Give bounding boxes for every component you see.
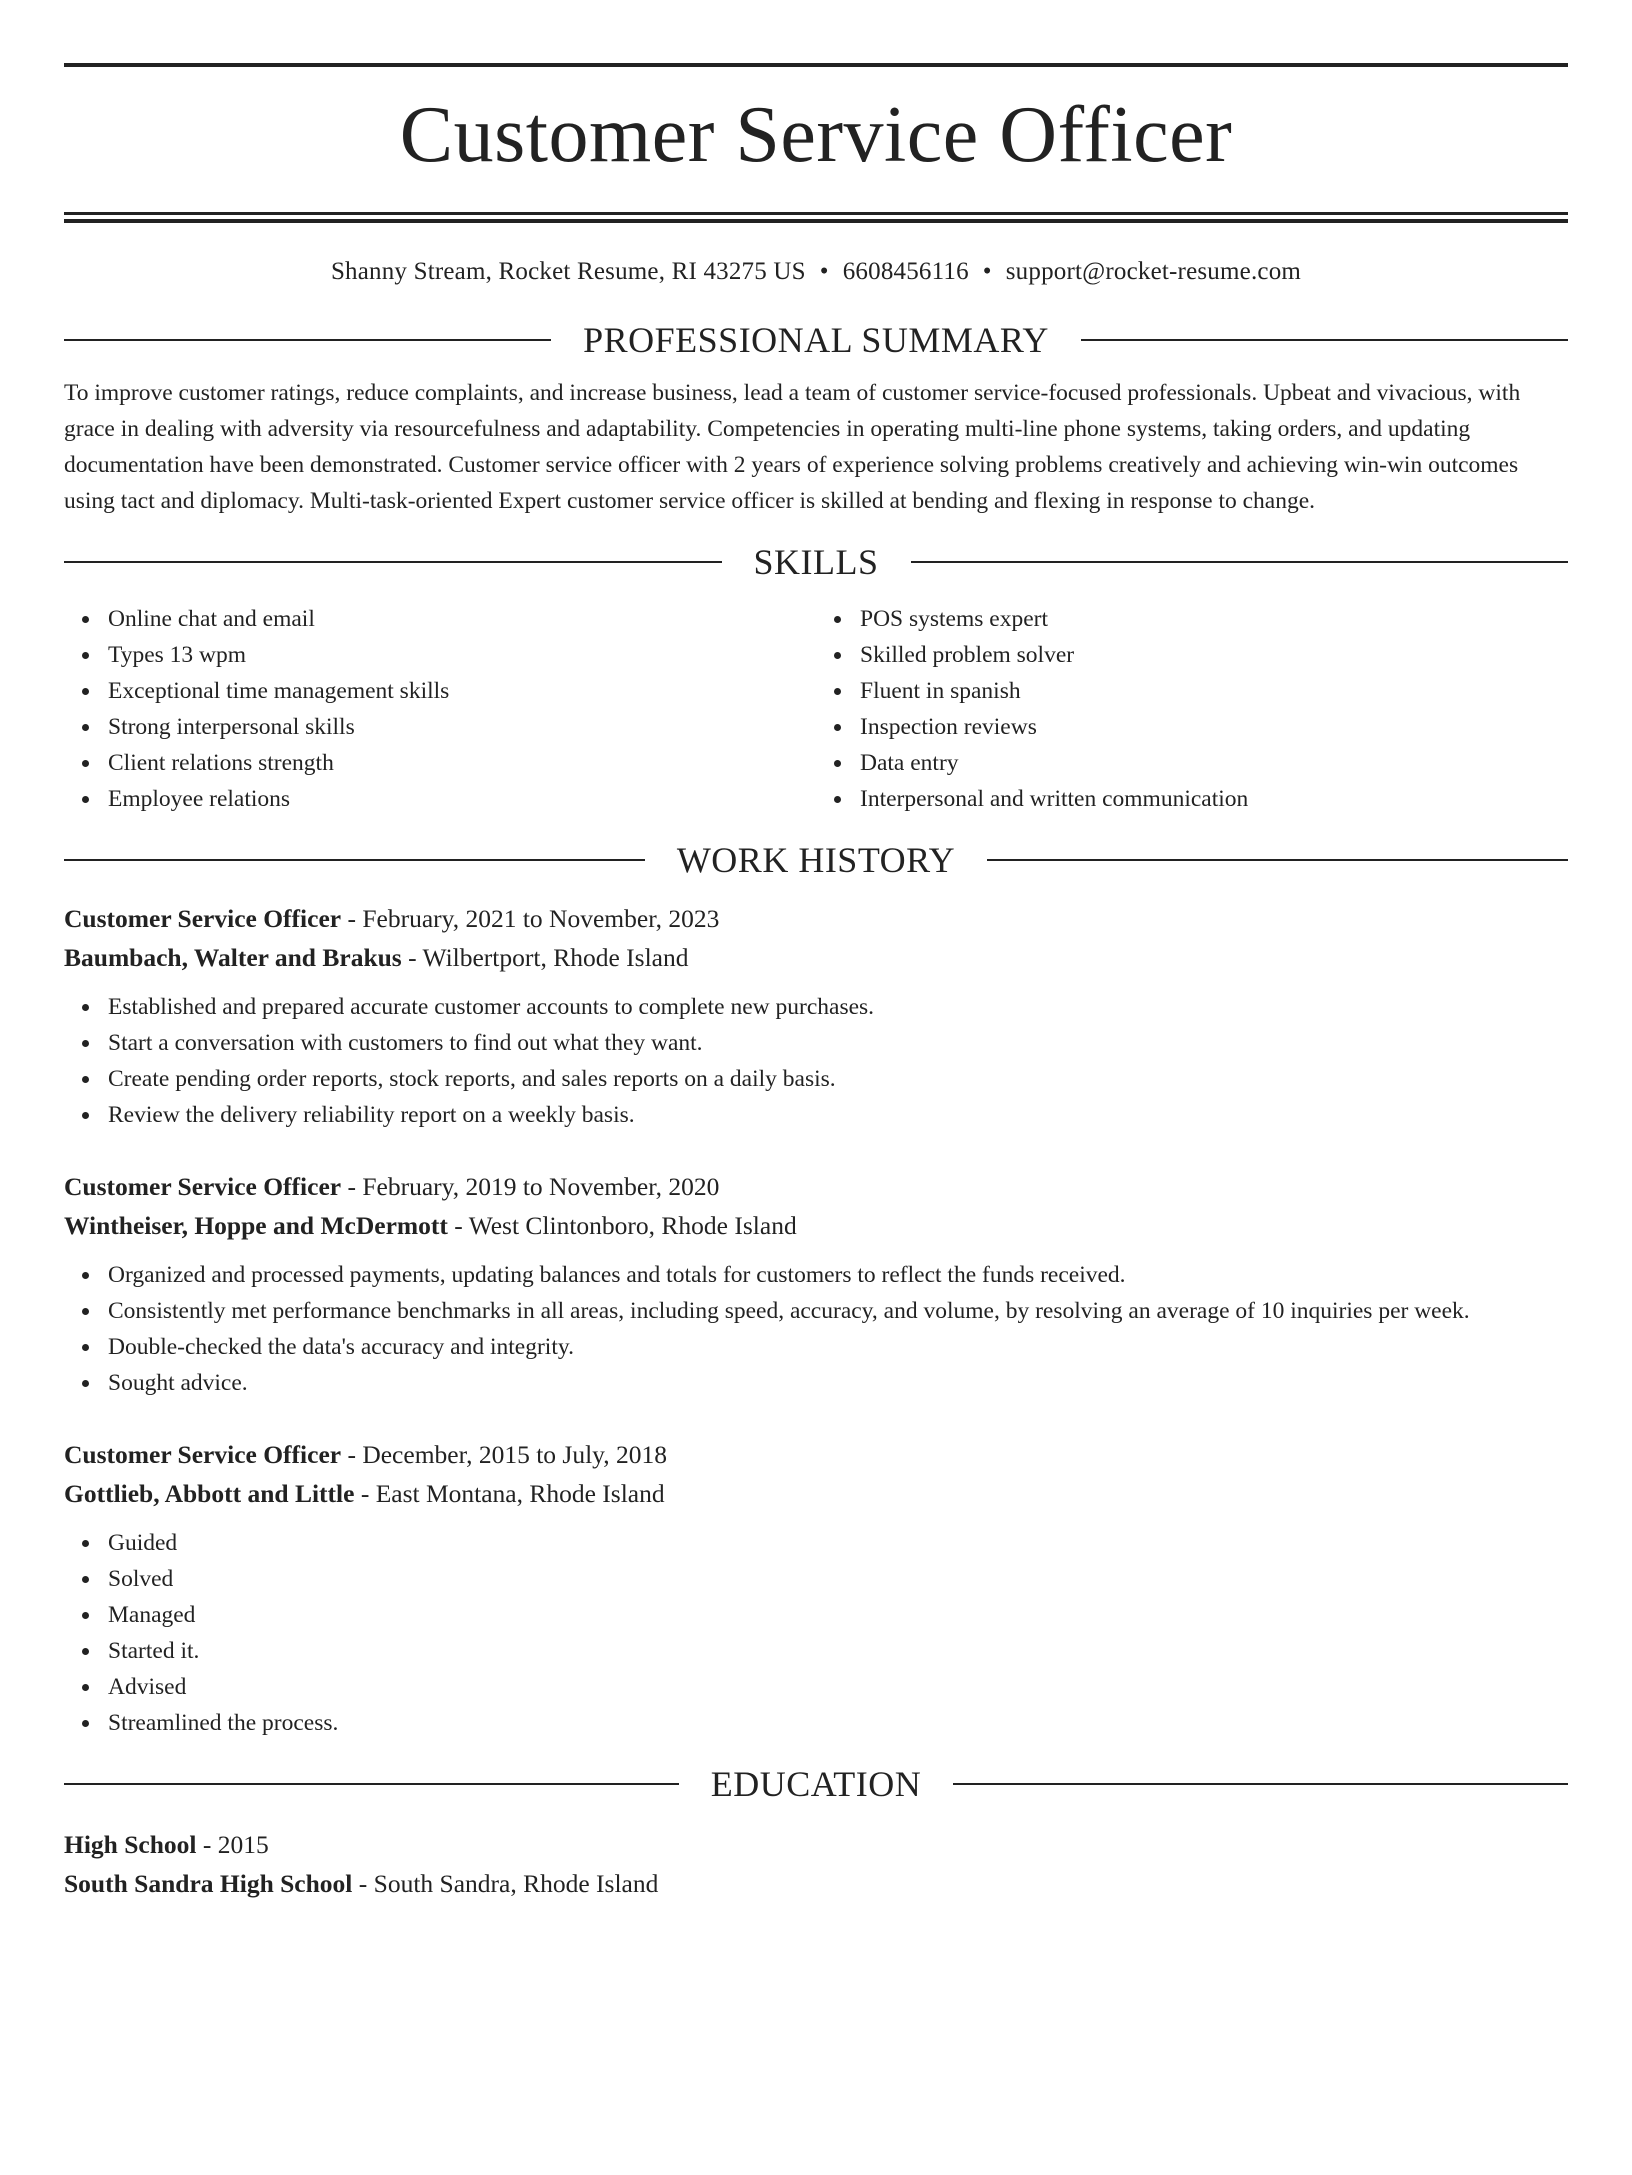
education-degree-line: High School - 2015 <box>64 1830 269 1859</box>
heading-rule-right <box>911 561 1569 563</box>
resume-title: Customer Service Officer <box>399 91 1233 179</box>
contact-line <box>64 257 1568 287</box>
job-duty: Started it. <box>108 1633 1568 1669</box>
job-dates: February, 2019 to November, 2020 <box>362 1172 720 1201</box>
job-location: East Montana, Rhode Island <box>375 1479 665 1508</box>
heading-rule-left <box>64 561 722 563</box>
skill-item: Online chat and email <box>108 601 816 637</box>
skills-list <box>64 601 1568 817</box>
job-duties <box>64 1257 1568 1401</box>
job-duties <box>64 1525 1568 1741</box>
job-dates: February, 2021 to November, 2023 <box>362 904 720 933</box>
resume-page <box>0 63 1632 2175</box>
skills-column-left <box>64 601 816 817</box>
job-company: Baumbach, Walter and Brakus <box>64 943 402 972</box>
education-school-line: South Sandra High School - South Sandra, Rhode Island <box>64 1869 659 1898</box>
job-duty: Organized and processed payments, updating balances and totals for customers to reflect the funds received. <box>108 1257 1568 1293</box>
education-heading-label: EDUCATION <box>710 1764 922 1804</box>
job-duties <box>64 989 1568 1133</box>
skill-item: Interpersonal and written communication <box>860 781 1568 817</box>
job-company-line: Wintheiser, Hoppe and McDermott - West Clintonboro, Rhode Island <box>64 1211 797 1240</box>
skill-item: Fluent in spanish <box>860 673 1568 709</box>
job-duty: Streamlined the process. <box>108 1705 1568 1741</box>
contact-address: Shanny Stream, Rocket Resume, RI 43275 US <box>330 258 806 285</box>
skill-item: Exceptional time management skills <box>108 673 816 709</box>
skill-item: Strong interpersonal skills <box>108 709 816 745</box>
education-degree: High School <box>64 1830 197 1859</box>
education-school: South Sandra High School <box>64 1869 353 1898</box>
education-year: 2015 <box>217 1830 269 1859</box>
job-title: Customer Service Officer <box>64 1440 342 1469</box>
heading-rule-right <box>1081 339 1568 341</box>
job-duty: Start a conversation with customers to find out what they want. <box>108 1025 1568 1061</box>
job-duty: Solved <box>108 1561 1568 1597</box>
job-company-line: Gottlieb, Abbott and Little - East Montana, Rhode Island <box>64 1479 665 1508</box>
education-entry <box>64 1825 1568 1903</box>
contact-separator: • <box>982 258 992 285</box>
job-location: West Clintonboro, Rhode Island <box>468 1211 797 1240</box>
skill-item: Data entry <box>860 745 1568 781</box>
job-title-line: Customer Service Officer - February, 2019 to November, 2020 <box>64 1172 720 1201</box>
job-title-line: Customer Service Officer - February, 2021 to November, 2023 <box>64 904 720 933</box>
contact-email: support@rocket-resume.com <box>1005 258 1302 285</box>
job-dates: December, 2015 to July, 2018 <box>362 1440 668 1469</box>
education-heading <box>64 1763 1568 1805</box>
summary-heading-label: PROFESSIONAL SUMMARY <box>583 320 1049 360</box>
job-duty: Sought advice. <box>108 1365 1568 1401</box>
heading-rule-left <box>64 859 645 861</box>
skill-item: Types 13 wpm <box>108 637 816 673</box>
job-duty: Established and prepared accurate customer accounts to complete new purchases. <box>108 989 1568 1025</box>
job-title: Customer Service Officer <box>64 1172 342 1201</box>
job-duty: Consistently met performance benchmarks in all areas, including speed, accuracy, and volume, by resolving an average of 10 inquiries per week. <box>108 1293 1568 1329</box>
job-title-line: Customer Service Officer - December, 2015 to July, 2018 <box>64 1440 668 1469</box>
skill-item: POS systems expert <box>860 601 1568 637</box>
heading-rule-left <box>64 339 551 341</box>
job-entry <box>64 1435 1568 1741</box>
job-company: Wintheiser, Hoppe and McDermott <box>64 1211 448 1240</box>
contact-separator: • <box>819 258 829 285</box>
education-location: South Sandra, Rhode Island <box>373 1869 659 1898</box>
job-entry <box>64 1167 1568 1401</box>
job-company: Gottlieb, Abbott and Little <box>64 1479 355 1508</box>
job-duty: Advised <box>108 1669 1568 1705</box>
job-duty: Create pending order reports, stock reports, and sales reports on a daily basis. <box>108 1061 1568 1097</box>
job-title: Customer Service Officer <box>64 904 342 933</box>
skill-item: Client relations strength <box>108 745 816 781</box>
heading-rule-right <box>953 1783 1568 1785</box>
job-location: Wilbertport, Rhode Island <box>422 943 689 972</box>
summary-heading <box>64 319 1568 361</box>
skill-item: Inspection reviews <box>860 709 1568 745</box>
job-duty: Managed <box>108 1597 1568 1633</box>
job-company-line: Baumbach, Walter and Brakus - Wilbertport, Rhode Island <box>64 943 689 972</box>
work-history-heading-label: WORK HISTORY <box>676 840 956 880</box>
contact-phone: 6608456116 <box>842 258 969 285</box>
job-duty: Review the delivery reliability report on a weekly basis. <box>108 1097 1568 1133</box>
skills-heading <box>64 541 1568 583</box>
job-entry <box>64 899 1568 1133</box>
heading-rule-left <box>64 1783 679 1785</box>
job-duty: Guided <box>108 1525 1568 1561</box>
skills-heading-label: SKILLS <box>753 542 879 582</box>
title-double-rule <box>64 212 1568 223</box>
skills-column-right <box>816 601 1568 817</box>
top-rule <box>64 63 1568 67</box>
summary-text: To improve customer ratings, reduce complaints, and increase business, lead a team of customer service-focused professionals. Upbeat and vivacious, with grace in dealing with adversity via resourcefulness and adaptability. Competencies in operating multi-line phone systems, taking orders, and updating documentation have been demonstrated. Customer service officer with 2 years of experience solving problems creatively and achieving win-win outcomes using tact and diplomacy. Multi-task-oriented Expert customer service officer is skilled at bending and flexing in response to change. <box>64 380 1521 514</box>
job-duty: Double-checked the data's accuracy and integrity. <box>108 1329 1568 1365</box>
work-history-heading <box>64 839 1568 881</box>
skill-item: Skilled problem solver <box>860 637 1568 673</box>
heading-rule-right <box>987 859 1568 861</box>
skill-item: Employee relations <box>108 781 816 817</box>
